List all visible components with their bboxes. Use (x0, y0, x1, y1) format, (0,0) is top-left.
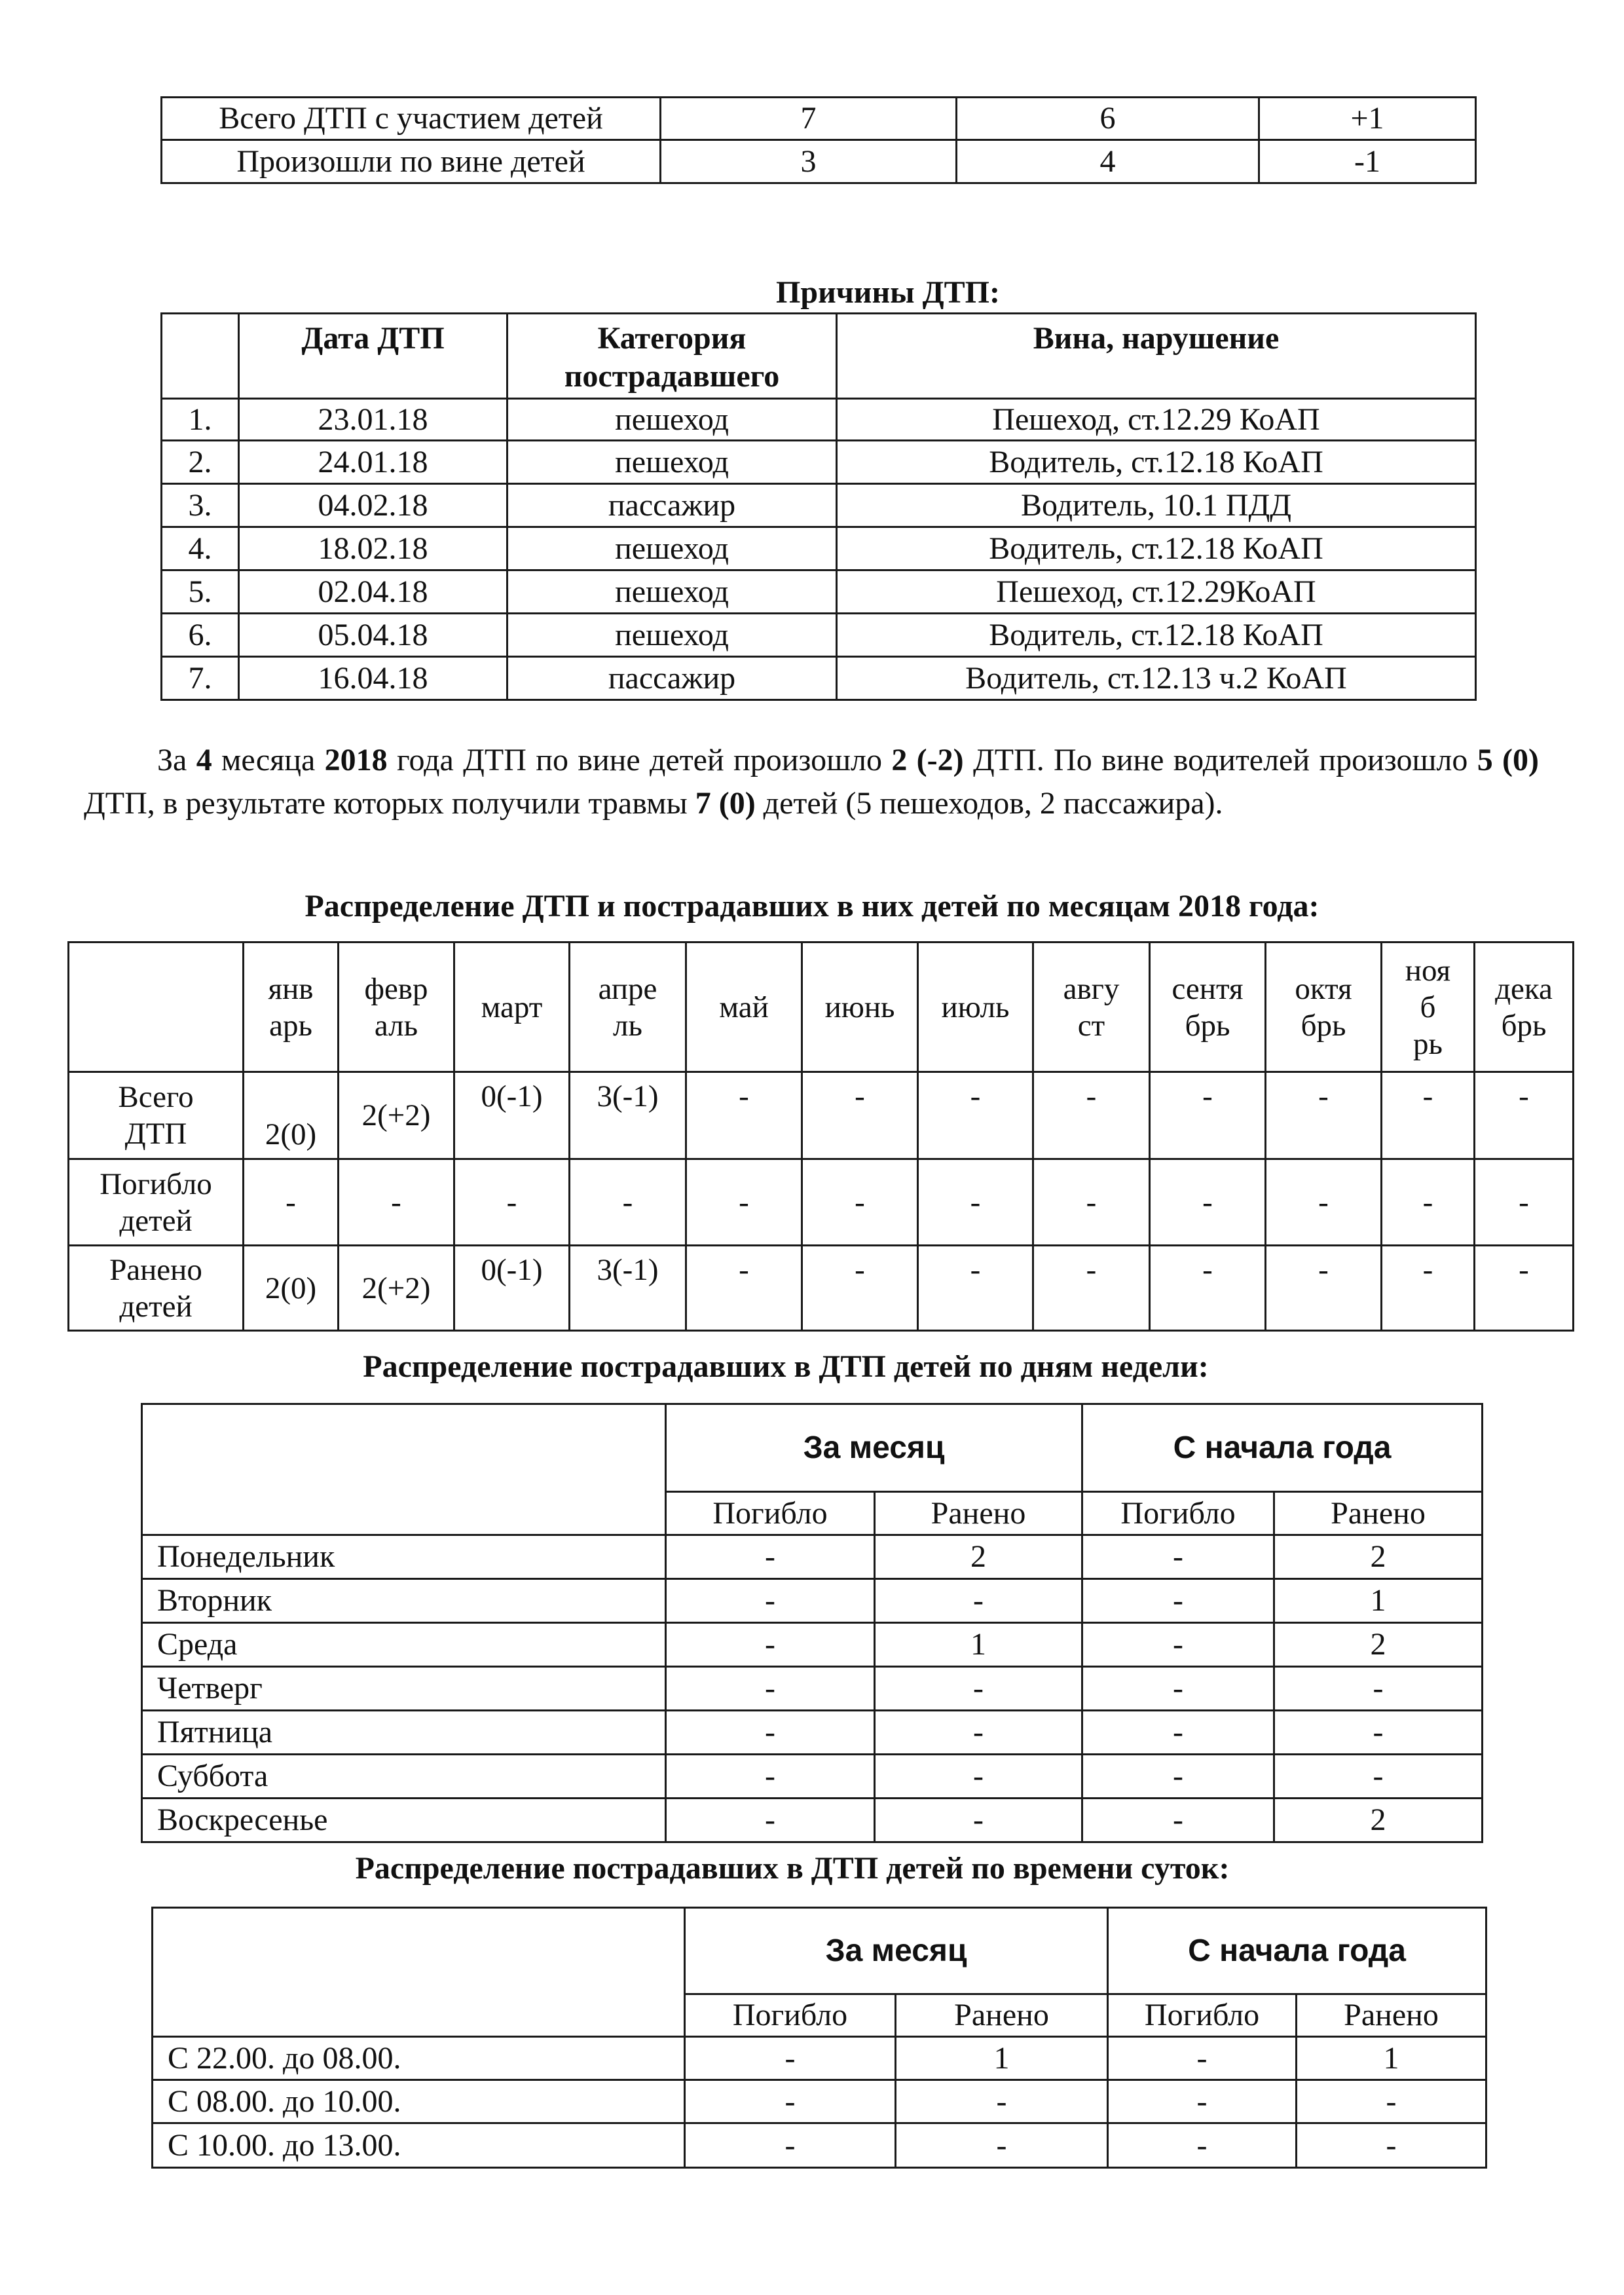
killed-header: Погибло (1082, 1492, 1274, 1535)
row-label: Среда (142, 1623, 666, 1667)
row-value: - (1108, 2123, 1297, 2168)
month-value: - (802, 1072, 918, 1159)
row-value: - (1274, 1711, 1483, 1755)
month-line1: май (719, 990, 769, 1024)
row-value: - (875, 1711, 1082, 1755)
row-value: - (666, 1667, 875, 1711)
row-value: - (1082, 1535, 1274, 1579)
month-line1: июнь (824, 990, 895, 1024)
month-value: - (802, 1246, 918, 1331)
summary-current: 3 (661, 140, 957, 183)
month-line2: ст (1077, 1008, 1105, 1043)
month-line2: ль (613, 1008, 642, 1043)
month-value: - (918, 1072, 1033, 1159)
row-fault: Пешеход, ст.12.29КоАП (837, 570, 1476, 614)
category-header-line1: Категория (597, 321, 747, 356)
month-line2: б (1420, 990, 1436, 1024)
month-header (244, 942, 339, 1072)
corner-cell (69, 942, 244, 1072)
row-number: 1. (162, 399, 239, 441)
row-category: пассажир (507, 657, 837, 700)
table-row (142, 1535, 1483, 1579)
month-header (1266, 942, 1382, 1072)
month-value: - (1033, 1159, 1150, 1246)
table-row (142, 1667, 1483, 1711)
row-fault: Водитель, ст.12.18 КоАП (837, 527, 1476, 570)
row-value: - (896, 2123, 1108, 2168)
row-label: Суббота (142, 1755, 666, 1799)
row-value: - (685, 2037, 896, 2080)
month-header (1382, 942, 1475, 1072)
row-fault: Водитель, 10.1 ПДД (837, 484, 1476, 527)
month-value: - (1475, 1246, 1574, 1331)
table-row (142, 1711, 1483, 1755)
row-value: 1 (1297, 2037, 1486, 2080)
killed-header: Погибло (685, 1994, 896, 2037)
row-value: - (1082, 1667, 1274, 1711)
month-value: - (1475, 1072, 1574, 1159)
row-value: - (1082, 1711, 1274, 1755)
num-header (162, 314, 239, 399)
row-date: 05.04.18 (239, 614, 507, 657)
group-header-row (142, 1404, 1483, 1492)
month-value: 3(-1) (570, 1246, 686, 1331)
summary-diff: +1 (1259, 98, 1476, 140)
month-value: - (1150, 1246, 1266, 1331)
row-date: 24.01.18 (239, 441, 507, 484)
row-value: - (666, 1623, 875, 1667)
row-value: 2 (875, 1535, 1082, 1579)
month-value: 2(+2) (339, 1072, 454, 1159)
month-line2: брь (1185, 1008, 1230, 1043)
month-value: - (1382, 1072, 1475, 1159)
row-value: - (666, 1799, 875, 1842)
row-number: 7. (162, 657, 239, 700)
row-value: - (1274, 1755, 1483, 1799)
row-label: Воскресенье (142, 1799, 666, 1842)
group-year-header: С начала года (1108, 1908, 1486, 1994)
summary-row (162, 98, 1476, 140)
row-value: - (1108, 2080, 1297, 2123)
month-line1: ноя (1405, 953, 1451, 988)
month-value: - (570, 1159, 686, 1246)
monthly-table (67, 941, 1574, 1332)
row-value: - (1082, 1799, 1274, 1842)
month-line2: аль (374, 1008, 418, 1043)
killed-header: Погибло (1108, 1994, 1297, 2037)
row-value: - (875, 1755, 1082, 1799)
table-row (69, 1246, 1574, 1331)
row-value: - (1274, 1667, 1483, 1711)
summary-label: Произошли по вине детей (162, 140, 661, 183)
row-value: - (1082, 1623, 1274, 1667)
month-value: - (1266, 1159, 1382, 1246)
row-value: - (1108, 2037, 1297, 2080)
injured-header: Ранено (1274, 1492, 1483, 1535)
month-value: - (918, 1159, 1033, 1246)
row-label: Пятница (142, 1711, 666, 1755)
month-line1: апре (598, 971, 657, 1006)
monthly-header-row (69, 942, 1574, 1072)
row-value: - (685, 2123, 896, 2168)
row-category: пешеход (507, 570, 837, 614)
table-row (142, 1579, 1483, 1623)
month-value: - (1475, 1159, 1574, 1246)
row-date: 23.01.18 (239, 399, 507, 441)
month-value: - (244, 1159, 339, 1246)
row-label: Четверг (142, 1667, 666, 1711)
row-label-line1: Погибло (100, 1166, 212, 1201)
month-header (570, 942, 686, 1072)
month-value: 2(0) (244, 1246, 339, 1331)
category-header (507, 314, 837, 399)
row-label-line2: детей (119, 1203, 193, 1238)
month-value: - (686, 1159, 802, 1246)
row-label (69, 1159, 244, 1246)
monthly-title: Распределение ДТП и пострадавших в них детей по месяцам 2018 года: (304, 889, 1320, 924)
row-value: - (1297, 2123, 1486, 2168)
row-number: 2. (162, 441, 239, 484)
month-value: - (1382, 1159, 1475, 1246)
summary-table (160, 96, 1477, 184)
group-header-row (153, 1908, 1486, 1994)
month-value: - (686, 1072, 802, 1159)
month-header (802, 942, 918, 1072)
row-value: - (1082, 1755, 1274, 1799)
row-label: Понедельник (142, 1535, 666, 1579)
month-value: - (454, 1159, 570, 1246)
month-value: - (1033, 1246, 1150, 1331)
row-value: - (666, 1755, 875, 1799)
row-date: 04.02.18 (239, 484, 507, 527)
month-line1: февр (364, 971, 428, 1006)
month-line1: янв (268, 971, 314, 1006)
month-line1: октя (1295, 971, 1352, 1006)
row-category: пешеход (507, 441, 837, 484)
injured-header: Ранено (896, 1994, 1108, 2037)
causes-table (160, 312, 1477, 400)
daytime-table (151, 1907, 1487, 2169)
table-row (162, 570, 1476, 614)
summary-current: 7 (661, 98, 957, 140)
month-header (918, 942, 1033, 1072)
row-label: С 22.00. до 08.00. (153, 2037, 685, 2080)
table-row (162, 441, 1476, 484)
month-value: 2(+2) (339, 1246, 454, 1331)
row-number: 6. (162, 614, 239, 657)
corner-cell (153, 1908, 685, 2037)
month-header (1475, 942, 1574, 1072)
month-line1: дека (1495, 971, 1553, 1006)
weekdays-table (141, 1403, 1483, 1843)
summary-previous: 6 (957, 98, 1259, 140)
table-row (69, 1072, 1574, 1159)
injured-header: Ранено (1297, 1994, 1486, 2037)
category-header-line2: пострадавшего (564, 359, 780, 394)
row-date: 02.04.18 (239, 570, 507, 614)
table-row (142, 1799, 1483, 1842)
row-number: 4. (162, 527, 239, 570)
month-header (454, 942, 570, 1072)
row-label-line2: ДТП (124, 1117, 187, 1151)
causes-body (160, 398, 1477, 701)
row-value: - (1297, 2080, 1486, 2123)
row-category: пешеход (507, 614, 837, 657)
summary-previous: 4 (957, 140, 1259, 183)
table-row (162, 614, 1476, 657)
table-row (153, 2037, 1486, 2080)
daytime-title: Распределение пострадавших в ДТП детей по времени суток: (355, 1851, 1230, 1886)
month-header (339, 942, 454, 1072)
table-row (69, 1159, 1574, 1246)
row-value: 2 (1274, 1799, 1483, 1842)
row-date: 16.04.18 (239, 657, 507, 700)
row-date: 18.02.18 (239, 527, 507, 570)
table-row (162, 527, 1476, 570)
table-row (162, 657, 1476, 700)
table-row (142, 1623, 1483, 1667)
row-fault: Водитель, ст.12.18 КоАП (837, 614, 1476, 657)
month-value: 2(0) (244, 1072, 339, 1159)
row-value: - (875, 1799, 1082, 1842)
month-value: - (1033, 1072, 1150, 1159)
date-header: Дата ДТП (239, 314, 507, 399)
row-fault: Водитель, ст.12.18 КоАП (837, 441, 1476, 484)
row-value: 2 (1274, 1623, 1483, 1667)
row-value: - (875, 1579, 1082, 1623)
injured-header: Ранено (875, 1492, 1082, 1535)
row-value: 1 (1274, 1579, 1483, 1623)
month-line1: сентя (1172, 971, 1244, 1006)
row-value: 2 (1274, 1535, 1483, 1579)
row-label-line2: детей (119, 1289, 193, 1324)
table-row (153, 2123, 1486, 2168)
row-label (69, 1072, 244, 1159)
row-value: - (666, 1711, 875, 1755)
month-header (686, 942, 802, 1072)
row-fault: Водитель, ст.12.13 ч.2 КоАП (837, 657, 1476, 700)
month-value: 0(-1) (454, 1246, 570, 1331)
row-number: 5. (162, 570, 239, 614)
row-value: - (666, 1579, 875, 1623)
month-line3: рь (1413, 1026, 1443, 1061)
row-value: 1 (875, 1623, 1082, 1667)
table-row (162, 399, 1476, 441)
month-line1: март (481, 990, 543, 1024)
group-year-header: С начала года (1082, 1404, 1483, 1492)
causes-title: Причины ДТП: (776, 275, 1000, 310)
row-label: С 10.00. до 13.00. (153, 2123, 685, 2168)
summary-diff: -1 (1259, 140, 1476, 183)
month-line2: брь (1301, 1008, 1346, 1043)
month-value: 3(-1) (570, 1072, 686, 1159)
summary-label: Всего ДТП с участием детей (162, 98, 661, 140)
row-number: 3. (162, 484, 239, 527)
group-month-header: За месяц (685, 1908, 1108, 1994)
causes-header-row (162, 314, 1476, 399)
month-value: - (1382, 1246, 1475, 1331)
row-value: - (896, 2080, 1108, 2123)
killed-header: Погибло (666, 1492, 875, 1535)
row-value: - (666, 1535, 875, 1579)
corner-cell (142, 1404, 666, 1535)
fault-header: Вина, нарушение (837, 314, 1476, 399)
month-header (1150, 942, 1266, 1072)
row-fault: Пешеход, ст.12.29 КоАП (837, 399, 1476, 441)
summary-row (162, 140, 1476, 183)
row-value: 1 (896, 2037, 1108, 2080)
month-value: - (339, 1159, 454, 1246)
month-value: - (1150, 1072, 1266, 1159)
month-line1: июль (941, 990, 1010, 1024)
row-label-line1: Ранено (109, 1252, 202, 1287)
row-label: Вторник (142, 1579, 666, 1623)
row-category: пешеход (507, 399, 837, 441)
month-line2: арь (269, 1008, 312, 1043)
row-label-line1: Всего (118, 1080, 194, 1114)
row-value: - (875, 1667, 1082, 1711)
month-value: - (1266, 1072, 1382, 1159)
row-label: С 08.00. до 10.00. (153, 2080, 685, 2123)
month-header (1033, 942, 1150, 1072)
month-value: 0(-1) (454, 1072, 570, 1159)
table-row (162, 484, 1476, 527)
weekdays-title: Распределение пострадавших в ДТП детей по дням недели: (363, 1349, 1209, 1384)
row-value: - (685, 2080, 896, 2123)
month-value: - (1266, 1246, 1382, 1331)
table-row (142, 1755, 1483, 1799)
group-month-header: За месяц (666, 1404, 1082, 1492)
summary-paragraph: За 4 месяца 2018 года ДТП по вине детей произошло 2 (-2) ДТП. По вине водителей произошло 5 (0) ДТП, в результате которых получили травмы 7 (0) детей (5 пешеходов, 2 пассажира). (84, 743, 1540, 821)
month-value: - (1150, 1159, 1266, 1246)
table-row (153, 2080, 1486, 2123)
row-label (69, 1246, 244, 1331)
month-value: - (802, 1159, 918, 1246)
month-line1: авгу (1063, 971, 1120, 1006)
month-value: - (686, 1246, 802, 1331)
row-category: пассажир (507, 484, 837, 527)
month-value: - (918, 1246, 1033, 1331)
month-line2: брь (1501, 1008, 1547, 1043)
row-value: - (1082, 1579, 1274, 1623)
row-category: пешеход (507, 527, 837, 570)
